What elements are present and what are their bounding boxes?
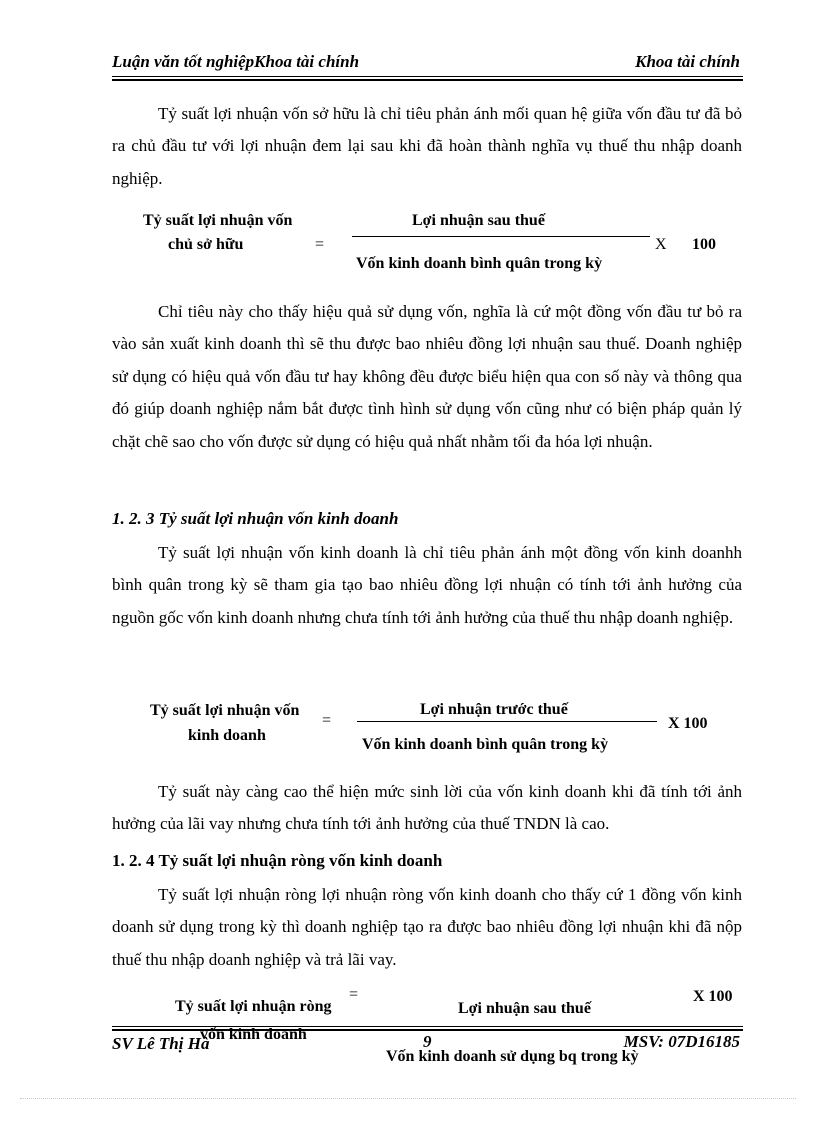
section-heading-1-2-3: 1. 2. 3 Tỷ suất lợi nhuận vốn kinh doanh	[112, 509, 399, 528]
paragraph-5: Tỷ suất lợi nhuận ròng lợi nhuận ròng vốn kinh doanh cho thấy cứ 1 đồng vốn kinh doanh sử dụng trong kỳ thì doanh nghiệp tạo ra được bao nhiêu đồng lợi nhuận khi đã nộp thuế thu nhập doanh nghiệp và trả lãi vay.	[112, 885, 742, 969]
formula-2-multiplier: X 100	[668, 715, 708, 732]
formula-2-equals: =	[322, 712, 332, 729]
formula-1-hundred: 100	[692, 236, 716, 253]
paragraph-3: Tỷ suất lợi nhuận vốn kinh doanh là chỉ tiêu phản ánh một đồng vốn kinh doanhh bình quân trong kỳ sẽ tham gia tạo bao nhiêu đồng lợi nhuận có tính tới ảnh hưởng của nguồn gốc vốn kinh doanh nhưng chưa tính tới ảnh hưởng của thuế thu nhập doanh nghiệp.	[112, 543, 742, 627]
formula-3-lhs-line1: Tỷ suất lợi nhuận ròng	[175, 998, 332, 1015]
formula-1-numerator: Lợi nhuận sau thuế	[412, 212, 545, 229]
footer-page-number: 9	[423, 1032, 432, 1051]
formula-1-lhs-line1: Tỷ suất lợi nhuận vốn	[143, 212, 293, 229]
formula-1-equals: =	[315, 236, 325, 253]
header-rule-thick	[112, 79, 743, 81]
formula-1-denominator: Vốn kinh doanh bình quân trong kỳ	[356, 255, 603, 272]
footer-student-name: SV Lê Thị Hà	[112, 1034, 210, 1053]
formula-1-times: X	[655, 236, 667, 253]
page-boundary	[20, 1098, 796, 1099]
formula-3-equals: =	[349, 986, 359, 1003]
formula-1-fraction-line	[352, 236, 650, 237]
paragraph-1: Tỷ suất lợi nhuận vốn sở hữu là chỉ tiêu phản ánh mối quan hệ giữa vốn đầu tư đã bỏ ra chủ đầu tư với lợi nhuận đem lại sau khi đã hoàn thành nghĩa vụ thuế thu nhập doanh nghiệp.	[112, 104, 742, 188]
formula-2-numerator: Lợi nhuận trước thuế	[420, 701, 568, 718]
formula-3-numerator: Lợi nhuận sau thuế	[458, 1000, 591, 1017]
footer-rule	[112, 1026, 743, 1027]
formula-3-multiplier: X 100	[693, 988, 733, 1005]
header-rule	[112, 76, 743, 77]
section-heading-1-2-4: 1. 2. 4 Tỷ suất lợi nhuận ròng vốn kinh doanh	[112, 851, 443, 870]
formula-2-denominator: Vốn kinh doanh bình quân trong kỳ	[362, 736, 609, 753]
footer-rule-thick	[112, 1029, 743, 1031]
header-right: Khoa tài chính	[635, 52, 740, 71]
paragraph-2: Chỉ tiêu này cho thấy hiệu quả sử dụng vốn, nghĩa là cứ một đồng vốn đầu tư bỏ ra vào sản xuất kinh doanh thì sẽ thu được bao nhiêu đồng lợi nhuận sau thuế. Doanh nghiệp sử dụng có hiệu quả vốn đầu tư hay không đều được biểu hiện qua con số này và thông qua đó giúp doanh nghiệp nắm bắt được tình hình sử dụng vốn cũng như có biện pháp quản lý chặt chẽ sao cho vốn được sử dụng có hiệu quả nhất nhằm tối đa hóa lợi nhuận.	[112, 302, 742, 451]
footer-msv: MSV: 07D16185	[623, 1032, 740, 1051]
formula-3-denominator: Vốn kinh doanh sử dụng bq trong kỳ	[386, 1048, 639, 1065]
formula-2-fraction-line	[357, 721, 657, 722]
header-title: Luận văn tốt nghiệpKhoa tài chính	[112, 52, 360, 71]
formula-2-lhs-line1: Tỷ suất lợi nhuận vốn	[150, 702, 300, 719]
formula-1-lhs-line2: chủ sở hữu	[168, 236, 244, 253]
paragraph-4: Tỷ suất này càng cao thể hiện mức sinh lời của vốn kinh doanh khi đã tính tới ảnh hưởng của lãi vay nhưng chưa tính tới ảnh hưởng của thuế TNDN là cao.	[112, 782, 742, 834]
formula-3-lhs-line2: vốn kinh doanh	[200, 1026, 307, 1043]
formula-2-lhs-line2: kinh doanh	[188, 727, 266, 744]
